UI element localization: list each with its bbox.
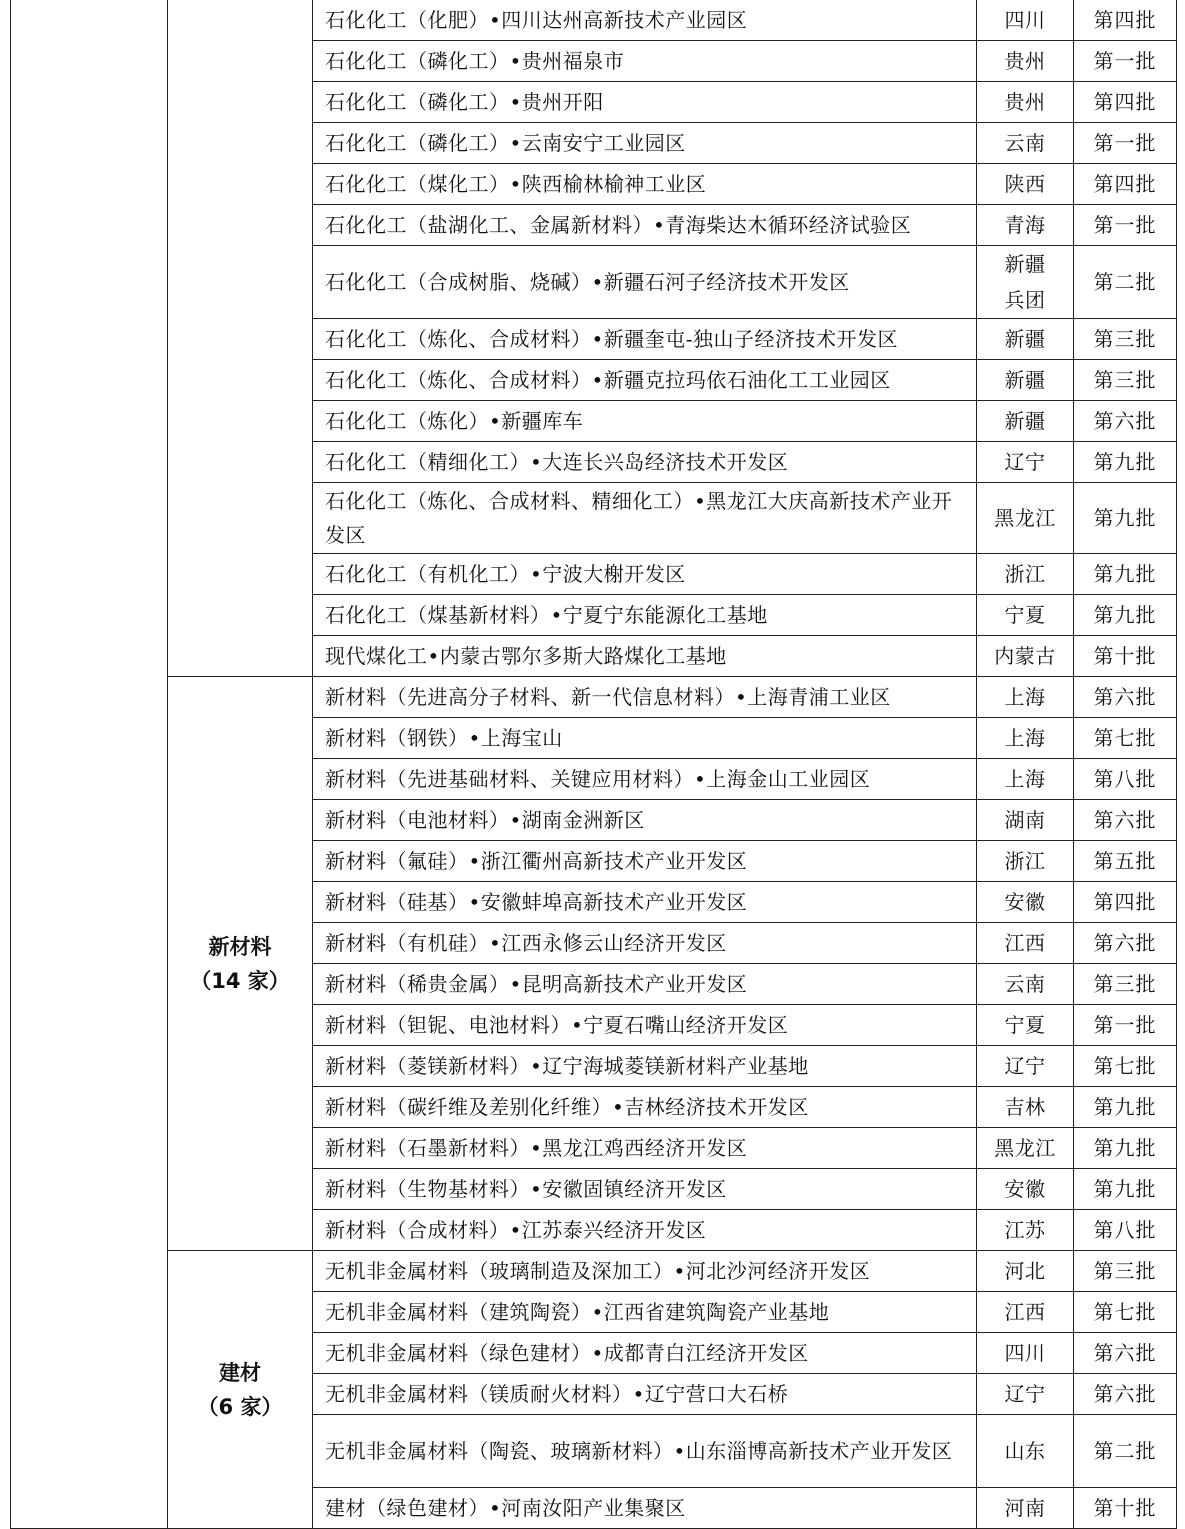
province: 辽宁 — [977, 442, 1074, 483]
park-name: 新材料（硅基）•安徽蚌埠高新技术产业开发区 — [313, 882, 977, 923]
province-line: 新疆 — [1004, 252, 1046, 276]
province: 四川 — [977, 0, 1074, 41]
province: 浙江 — [977, 554, 1074, 595]
park-name: 石化化工（磷化工）•贵州福泉市 — [313, 41, 977, 82]
province-line: 兵团 — [1004, 288, 1046, 312]
batch: 第九批 — [1074, 483, 1177, 554]
province: 宁夏 — [977, 595, 1074, 636]
park-name: 新材料（稀贵金属）•昆明高新技术产业开发区 — [313, 964, 977, 1005]
park-list-table — [10, 0, 1177, 1529]
province: 浙江 — [977, 841, 1074, 882]
park-name: 新材料（先进高分子材料、新一代信息材料）•上海青浦工业区 — [313, 677, 977, 718]
batch: 第九批 — [1074, 595, 1177, 636]
province: 上海 — [977, 677, 1074, 718]
table-row — [11, 1251, 1177, 1292]
park-name: 新材料（碳纤维及差别化纤维）•吉林经济技术开发区 — [313, 1087, 977, 1128]
park-name: 新材料（石墨新材料）•黑龙江鸡西经济开发区 — [313, 1128, 977, 1169]
province: 江西 — [977, 923, 1074, 964]
province: 上海 — [977, 718, 1074, 759]
park-name: 石化化工（煤化工）•陕西榆林榆神工业区 — [313, 164, 977, 205]
park-name: 无机非金属材料（镁质耐火材料）•辽宁营口大石桥 — [313, 1374, 977, 1415]
province — [977, 246, 1074, 319]
province: 安徽 — [977, 882, 1074, 923]
batch: 第六批 — [1074, 923, 1177, 964]
park-name: 石化化工（磷化工）•贵州开阳 — [313, 82, 977, 123]
batch: 第九批 — [1074, 1128, 1177, 1169]
province: 河南 — [977, 1488, 1074, 1529]
park-name: 石化化工（炼化、合成材料、精细化工）•黑龙江大庆高新技术产业开发区 — [313, 483, 977, 554]
park-name: 石化化工（炼化）•新疆库车 — [313, 401, 977, 442]
province: 湖南 — [977, 800, 1074, 841]
batch: 第六批 — [1074, 1333, 1177, 1374]
batch: 第六批 — [1074, 677, 1177, 718]
batch: 第三批 — [1074, 360, 1177, 401]
batch: 第四批 — [1074, 882, 1177, 923]
park-name: 石化化工（煤基新材料）•宁夏宁东能源化工基地 — [313, 595, 977, 636]
category-column-cell — [11, 0, 168, 1529]
batch: 第一批 — [1074, 123, 1177, 164]
park-name: 石化化工（合成树脂、烧碱）•新疆石河子经济技术开发区 — [313, 246, 977, 319]
park-name: 石化化工（炼化、合成材料）•新疆奎屯-独山子经济技术开发区 — [313, 319, 977, 360]
batch: 第四批 — [1074, 82, 1177, 123]
park-name: 新材料（电池材料）•湖南金洲新区 — [313, 800, 977, 841]
table-row — [11, 0, 1177, 41]
batch: 第五批 — [1074, 841, 1177, 882]
province: 青海 — [977, 205, 1074, 246]
batch: 第八批 — [1074, 1210, 1177, 1251]
province: 山东 — [977, 1415, 1074, 1488]
batch: 第四批 — [1074, 164, 1177, 205]
province: 云南 — [977, 964, 1074, 1005]
park-name: 新材料（合成材料）•江苏泰兴经济开发区 — [313, 1210, 977, 1251]
batch: 第一批 — [1074, 41, 1177, 82]
province: 云南 — [977, 123, 1074, 164]
park-name: 新材料（钢铁）•上海宝山 — [313, 718, 977, 759]
province: 上海 — [977, 759, 1074, 800]
park-name: 新材料（氟硅）•浙江衢州高新技术产业开发区 — [313, 841, 977, 882]
batch: 第十批 — [1074, 636, 1177, 677]
batch: 第九批 — [1074, 554, 1177, 595]
province: 辽宁 — [977, 1046, 1074, 1087]
batch: 第四批 — [1074, 0, 1177, 41]
province: 贵州 — [977, 82, 1074, 123]
batch: 第十批 — [1074, 1488, 1177, 1529]
park-name: 石化化工（盐湖化工、金属新材料）•青海柴达木循环经济试验区 — [313, 205, 977, 246]
batch: 第一批 — [1074, 205, 1177, 246]
province: 陕西 — [977, 164, 1074, 205]
park-name: 建材（绿色建材）•河南汝阳产业集聚区 — [313, 1488, 977, 1529]
batch: 第九批 — [1074, 442, 1177, 483]
batch: 第三批 — [1074, 1251, 1177, 1292]
batch: 第六批 — [1074, 401, 1177, 442]
province: 黑龙江 — [977, 483, 1074, 554]
group-count: （14 家） — [190, 968, 290, 993]
batch: 第七批 — [1074, 1046, 1177, 1087]
batch: 第七批 — [1074, 1292, 1177, 1333]
park-name: 新材料（钽铌、电池材料）•宁夏石嘴山经济开发区 — [313, 1005, 977, 1046]
batch: 第六批 — [1074, 800, 1177, 841]
group-name: 建材 — [219, 1360, 261, 1385]
park-name: 新材料（先进基础材料、关键应用材料）•上海金山工业园区 — [313, 759, 977, 800]
park-name: 新材料（有机硅）•江西永修云山经济开发区 — [313, 923, 977, 964]
province: 宁夏 — [977, 1005, 1074, 1046]
batch: 第三批 — [1074, 319, 1177, 360]
province: 辽宁 — [977, 1374, 1074, 1415]
province: 河北 — [977, 1251, 1074, 1292]
province: 江苏 — [977, 1210, 1074, 1251]
province: 安徽 — [977, 1169, 1074, 1210]
park-name: 石化化工（有机化工）•宁波大榭开发区 — [313, 554, 977, 595]
park-name: 新材料（生物基材料）•安徽固镇经济开发区 — [313, 1169, 977, 1210]
park-name: 石化化工（精细化工）•大连长兴岛经济技术开发区 — [313, 442, 977, 483]
province: 新疆 — [977, 360, 1074, 401]
park-name: 石化化工（化肥）•四川达州高新技术产业园区 — [313, 0, 977, 41]
group-label-new-materials — [168, 677, 313, 1251]
park-name: 现代煤化工•内蒙古鄂尔多斯大路煤化工基地 — [313, 636, 977, 677]
park-name: 无机非金属材料（建筑陶瓷）•江西省建筑陶瓷产业基地 — [313, 1292, 977, 1333]
province: 内蒙古 — [977, 636, 1074, 677]
province: 贵州 — [977, 41, 1074, 82]
batch: 第八批 — [1074, 759, 1177, 800]
batch: 第二批 — [1074, 1415, 1177, 1488]
province: 新疆 — [977, 319, 1074, 360]
batch: 第九批 — [1074, 1169, 1177, 1210]
park-name: 石化化工（磷化工）•云南安宁工业园区 — [313, 123, 977, 164]
park-name: 无机非金属材料（绿色建材）•成都青白江经济开发区 — [313, 1333, 977, 1374]
province: 吉林 — [977, 1087, 1074, 1128]
table-row — [11, 677, 1177, 718]
batch: 第六批 — [1074, 1374, 1177, 1415]
batch: 第三批 — [1074, 964, 1177, 1005]
batch: 第七批 — [1074, 718, 1177, 759]
group-count: （6 家） — [197, 1394, 283, 1419]
park-name: 无机非金属材料（陶瓷、玻璃新材料）•山东淄博高新技术产业开发区 — [313, 1415, 977, 1488]
province: 新疆 — [977, 401, 1074, 442]
group-name: 新材料 — [208, 934, 272, 959]
province: 江西 — [977, 1292, 1074, 1333]
park-name: 新材料（菱镁新材料）•辽宁海城菱镁新材料产业基地 — [313, 1046, 977, 1087]
group-label-petrochemical — [168, 0, 313, 677]
province: 黑龙江 — [977, 1128, 1074, 1169]
park-name: 无机非金属材料（玻璃制造及深加工）•河北沙河经济开发区 — [313, 1251, 977, 1292]
batch: 第二批 — [1074, 246, 1177, 319]
park-name: 石化化工（炼化、合成材料）•新疆克拉玛依石油化工工业园区 — [313, 360, 977, 401]
group-label-building-materials — [168, 1251, 313, 1529]
batch: 第九批 — [1074, 1087, 1177, 1128]
province: 四川 — [977, 1333, 1074, 1374]
batch: 第一批 — [1074, 1005, 1177, 1046]
